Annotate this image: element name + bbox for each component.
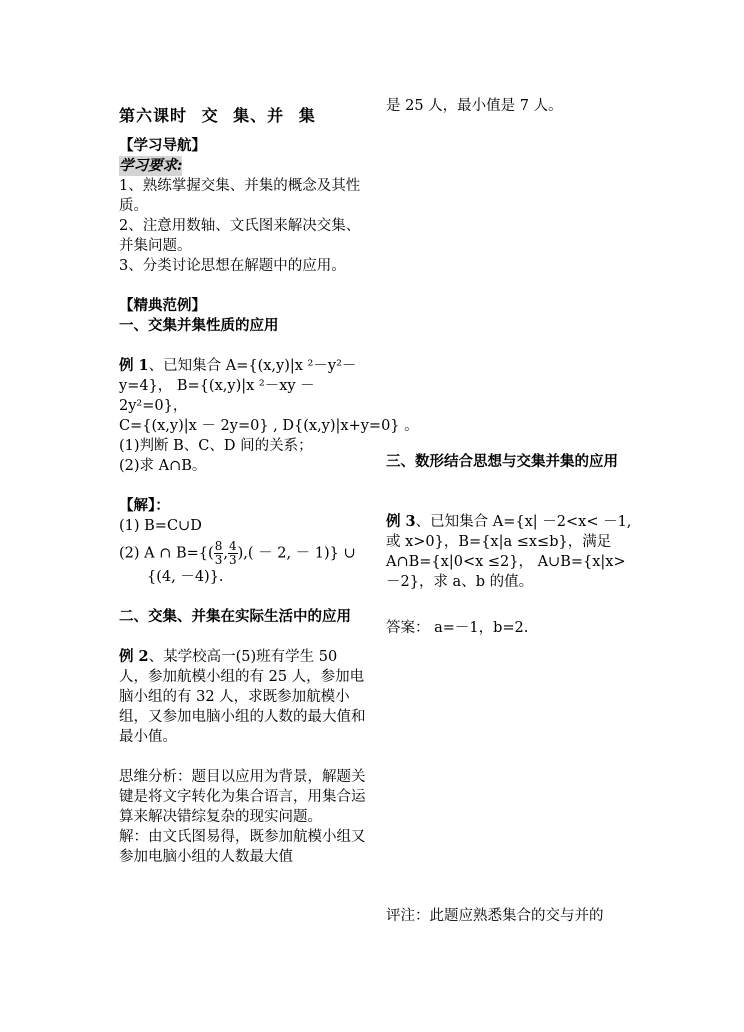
section-3-heading: 三、数形结合思想与交集并集的应用 xyxy=(386,453,618,470)
lesson-title: 第六课时 交 集、并 集 xyxy=(119,106,316,125)
requirement-item: 3、分类讨论思想在解题中的应用。 xyxy=(119,258,346,274)
comment-text: 评注：此题应熟悉集合的交与并的 xyxy=(386,908,604,924)
guide-header: 【学习导航】 xyxy=(119,137,206,154)
continuation-text: 是 25 人，最小值是 7 人。 xyxy=(386,98,563,114)
fraction-4-3: $\frac{4}{3}$ xyxy=(228,539,237,567)
requirements-label: 学习要求: xyxy=(119,157,183,174)
example-1-line-2: y=4}， B={(x,y)|x ²－xy －2y²=0}， xyxy=(119,378,315,414)
solution-header: 【解】： xyxy=(119,497,170,514)
section-1-heading: 一、交集并集性质的应用 xyxy=(119,317,279,334)
requirement-item: 2、注意用数轴、文氏图来解决交集、并集问题。 xyxy=(119,218,361,254)
example-1-label: 例 1 xyxy=(119,357,149,374)
fraction-8-3: $\frac{8}{3}$ xyxy=(214,539,223,567)
analysis-text: 思维分析：题目以应用为背景，解题关键是将文字转化为集合语言，用集合运算来解决错综复杂的现实问题。 xyxy=(119,769,366,825)
solution-1: (1) B=C∪D xyxy=(119,518,202,534)
section-2-heading: 二、交集、并集在实际生活中的应用 xyxy=(119,608,351,625)
example-1-line-3: C={(x,y)|x － 2y=0} , D{(x,y)|x+y=0} 。 xyxy=(119,418,419,434)
example-2-label: 例 2 xyxy=(119,648,149,665)
example-1-question-2: (2)求 A∩B。 xyxy=(119,458,207,474)
example-1-question-1: (1)判断 B、C、D 间的关系； xyxy=(119,438,313,454)
example-2-text: 例 2、某学校高一(5)班有学生 50 人，参加航模小组的有 25 人，参加电脑小组的有 32 人，求既参加航模小组，又参加电脑小组的人数的最大值和最小值。 xyxy=(119,648,366,745)
answer-text: 答案： a=－1，b=2. xyxy=(386,620,529,636)
examples-header: 【精典范例】 xyxy=(119,297,206,314)
solution-2-line-2: {(4, －4)}. xyxy=(147,569,224,585)
solution-text: 解：由文氏图易得，既参加航模小组又参加电脑小组的人数最大值 xyxy=(119,829,366,865)
example-3-label: 例 3 xyxy=(386,513,416,530)
requirement-item: 1、熟练掌握交集、并集的概念及其性质。 xyxy=(119,178,361,214)
solution-2: (2) A ∩ B={( $\frac{8}{3}$ , $\frac{4}{3}$ ),( － 2, － 1)} ∪ xyxy=(119,539,356,567)
example-1-line-1: 例 1、已知集合 A={(x,y)|x ²－y²－ xyxy=(119,357,357,374)
example-3-text: 例 3、已知集合 A={x| －2<x< －1, 或 x>0}，B={x|a ≤x≤b}，满足 A∩B={x|0<x ≤2}， A∪B={x|x> －2}，求 a、b 的值。 xyxy=(386,513,632,590)
